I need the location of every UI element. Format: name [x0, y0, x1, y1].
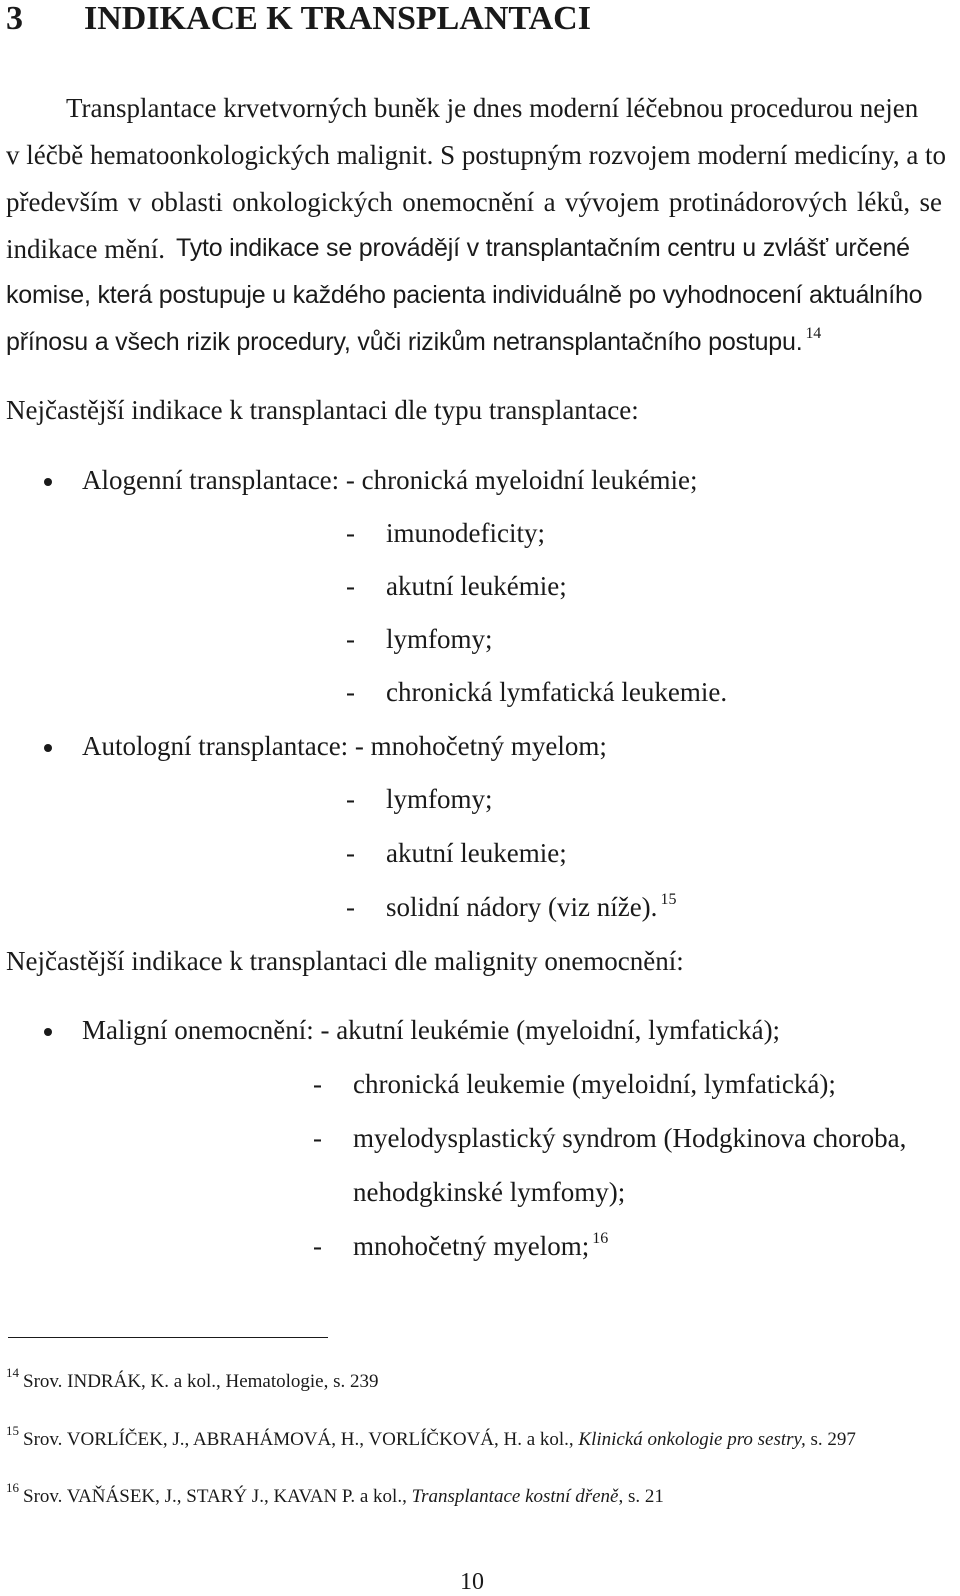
dash: -	[346, 624, 355, 654]
footnote-ref-16: 16	[592, 1230, 609, 1247]
dash: -	[313, 1231, 322, 1261]
footnote-text: Srov. INDRÁK, K. a kol., Hematologie, s. 239	[23, 1371, 379, 1392]
dash: -	[346, 892, 355, 922]
intro-line-1: Transplantace krvetvorných buněk je dnes moderní léčebnou procedurou nejen	[66, 93, 919, 123]
allo-label: Alogenní transplantace: - chronická myeloidní leukémie;	[82, 465, 698, 495]
malign-item-2: myelodysplastický syndrom (Hodgkinova choroba,	[353, 1123, 907, 1153]
allo-item-1: imunodeficity;	[386, 518, 545, 548]
dash: -	[346, 571, 355, 601]
footnote-number: 15	[6, 1423, 19, 1438]
malign-item-1: chronická leukemie (myeloidní, lymfatická);	[353, 1069, 836, 1099]
intro-line-4b: Tyto indikace se provádějí v transplantačním centru u zvlášť určené	[176, 234, 910, 262]
footnote-pages: , s. 21	[618, 1486, 664, 1507]
auto-item-1: lymfomy;	[386, 784, 493, 814]
footnote-pages: s. 297	[805, 1429, 856, 1450]
dash: -	[346, 784, 355, 814]
dash: -	[346, 838, 355, 868]
chapter-title: INDIKACE K TRANSPLANTACI	[84, 0, 591, 37]
intro-line-5: komise, která postupuje u každého pacienta individuálně po vyhodnocení aktuálního	[6, 281, 923, 309]
dash: -	[346, 677, 355, 707]
section2-heading: Nejčastější indikace k transplantaci dle malignity onemocnění:	[6, 946, 684, 976]
allo-item-2: akutní leukémie;	[386, 571, 567, 601]
malign-item-3-text: mnohočetný myelom;	[353, 1231, 590, 1261]
footnote-title: Transplantace kostní dřeně	[411, 1486, 619, 1507]
footnote-ref-15: 15	[660, 891, 677, 908]
footnote-number: 16	[6, 1480, 19, 1495]
footnote-separator	[8, 1337, 328, 1338]
footnote-15	[6, 1423, 856, 1450]
intro-line-2: v léčbě hematoonkologických malignit. S postupným rozvojem moderní medicíny, a to	[6, 140, 947, 170]
dash: -	[313, 1123, 322, 1153]
footnote-ref-14: 14	[805, 325, 822, 342]
malign-label: Maligní onemocnění: - akutní leukémie (myeloidní, lymfatická);	[82, 1015, 781, 1045]
auto-item-2: akutní leukemie;	[386, 838, 567, 868]
chapter-number: 3	[6, 0, 23, 37]
auto-label: Autologní transplantace: - mnohočetný myelom;	[82, 731, 607, 761]
auto-item-3-text: solidní nádory (viz níže).	[386, 892, 658, 922]
auto-item-3	[386, 891, 677, 922]
footnote-number: 14	[6, 1365, 19, 1380]
bullet-icon	[44, 1028, 52, 1036]
allo-item-3: lymfomy;	[386, 624, 493, 654]
malign-item-2-cont: nehodgkinské lymfomy);	[353, 1177, 626, 1207]
footnote-14	[6, 1365, 379, 1392]
dash: -	[313, 1069, 322, 1099]
dash: -	[346, 518, 355, 548]
footnote-text: Srov. VORLÍČEK, J., ABRAHÁMOVÁ, H., VORLÍČKOVÁ, H. a kol.,	[23, 1429, 579, 1450]
malign-item-3	[353, 1230, 609, 1261]
intro-line-6	[6, 325, 822, 356]
intro-line-4a: indikace mění.	[6, 234, 165, 264]
footnote-title: Klinická onkologie pro sestry,	[578, 1429, 806, 1450]
intro-line-6-text: přínosu a všech rizik procedury, vůči rizikům netransplantačního postupu.	[6, 328, 803, 356]
footnote-text: Srov. VAŇÁSEK, J., STARÝ J., KAVAN P. a kol.,	[23, 1486, 412, 1507]
bullet-icon	[44, 744, 52, 752]
footnote-16	[6, 1480, 664, 1507]
section1-heading: Nejčastější indikace k transplantaci dle typu transplantace:	[6, 395, 639, 425]
intro-line-3: především v oblasti onkologických onemocnění a vývojem protinádorových léků, se	[6, 187, 942, 217]
bullet-icon	[44, 478, 52, 486]
page-number: 10	[460, 1569, 484, 1595]
allo-item-4: chronická lymfatická leukemie.	[386, 677, 728, 707]
